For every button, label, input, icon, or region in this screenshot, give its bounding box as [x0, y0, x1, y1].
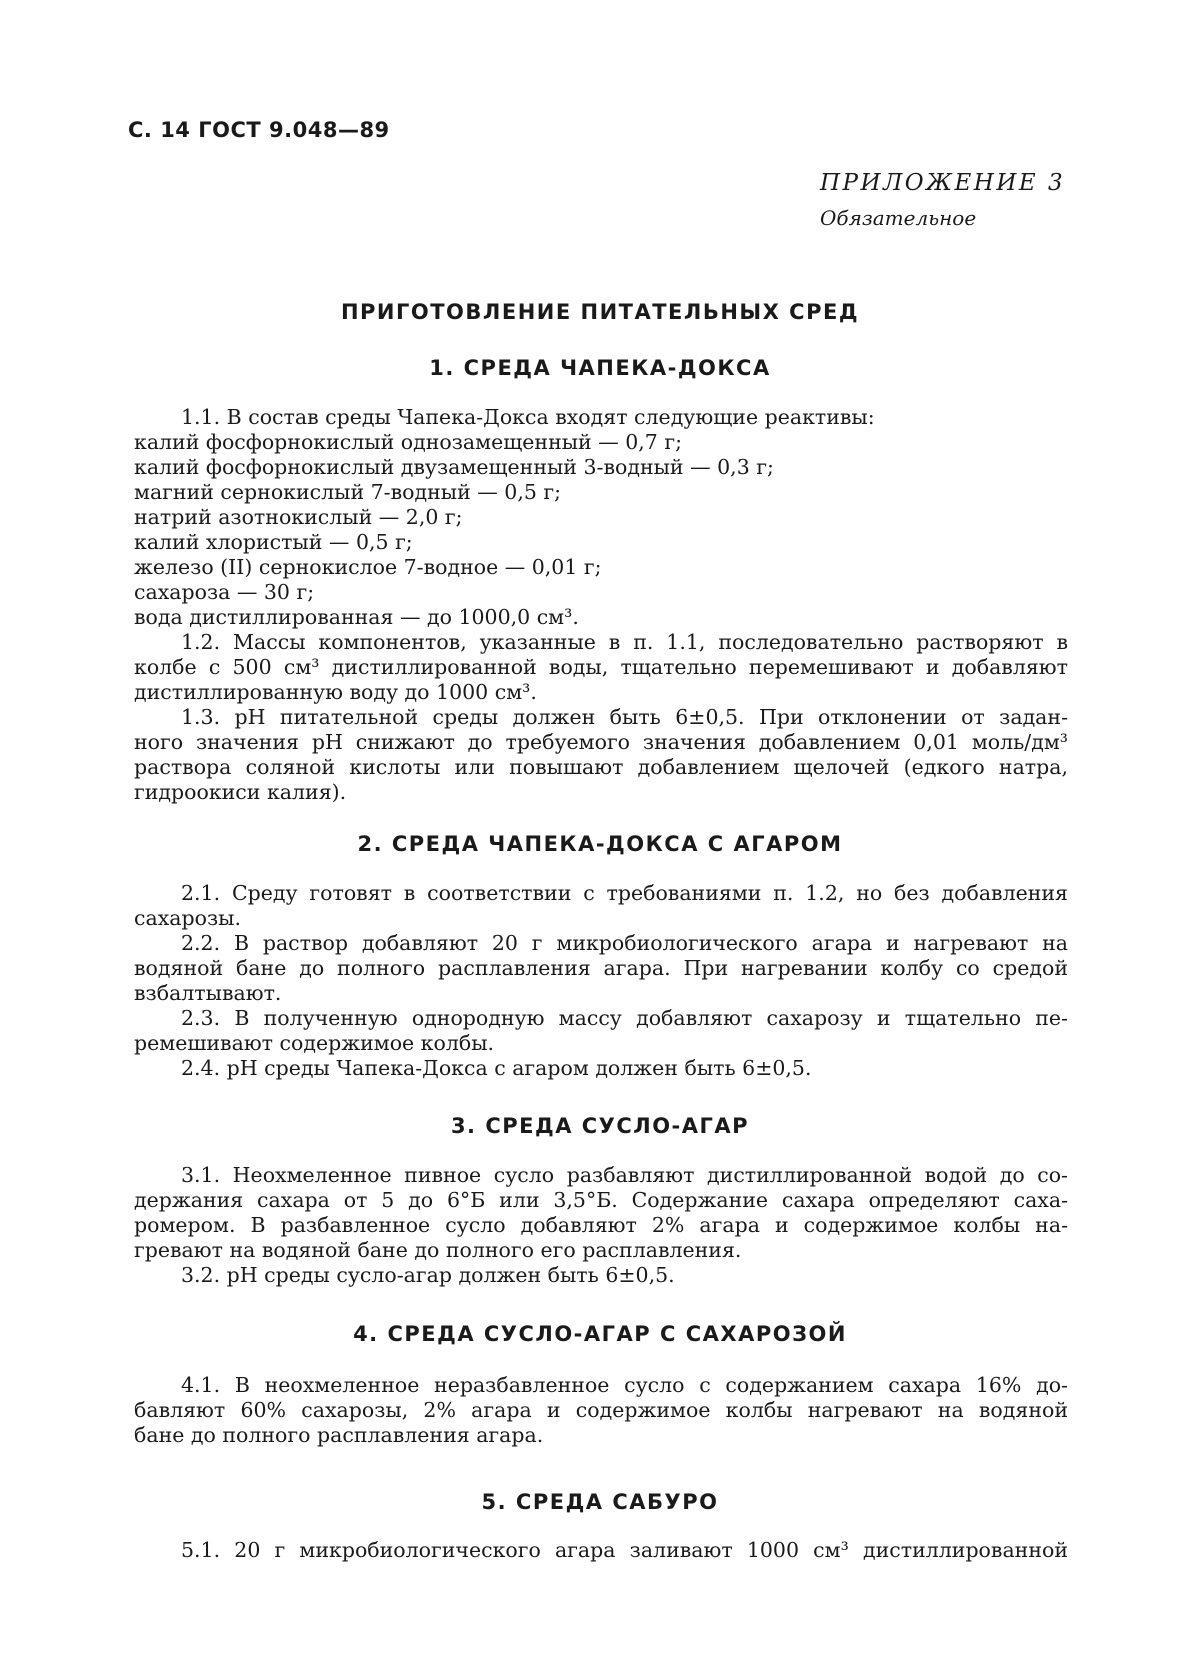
reagent-item: вода дистиллированная — до 1000,0 см³.: [134, 605, 579, 629]
reagent-item: сахароза — 30 г;: [134, 580, 315, 604]
paragraph-line: ремешивают содержимое колбы.: [134, 1031, 495, 1055]
paragraph-line: 1.2. Массы компонентов, указанные в п. 1.1, последовательно растворяют в: [181, 630, 1068, 654]
paragraph-line: взбалтывают.: [134, 981, 282, 1005]
reagent-item: калий фосфорнокислый двузамещенный 3-водный — 0,3 г;: [134, 455, 774, 479]
paragraph-line: ного значения pH снижают до требуемого значения добавлением 0,01 моль/дм³: [134, 730, 1068, 754]
document-title: ПРИГОТОВЛЕНИЕ ПИТАТЕЛЬНЫХ СРЕД: [340, 300, 860, 324]
paragraph-line: 1.1. В состав среды Чапека-Докса входят следующие реактивы:: [181, 405, 875, 429]
paragraph-line: 3.1. Неохмеленное пивное сусло разбавляют дистиллированной водой до со-: [181, 1163, 1068, 1187]
section-5-body: [134, 1538, 1068, 1563]
section-4-body: [134, 1373, 1068, 1448]
section-3-body: [134, 1163, 1068, 1288]
appendix-label: [820, 170, 1065, 230]
reagent-item: калий фосфорнокислый однозамещенный — 0,7 г;: [134, 430, 683, 454]
paragraph-line: 3.2. pH среды сусло-агар должен быть 6±0,5.: [181, 1263, 675, 1287]
paragraph-line: водяной бане до полного расплавления агара. При нагревании колбу со средой: [134, 956, 1068, 980]
section-1-title: 1. СРЕДА ЧАПЕКА-ДОКСА: [429, 356, 771, 380]
reagent-item: магний сернокислый 7-водный — 0,5 г;: [134, 480, 562, 504]
section-2-body: [134, 881, 1068, 1081]
appendix-title: ПРИЛОЖЕНИЕ 3: [820, 170, 1066, 196]
section-1-body: [134, 405, 1068, 805]
section-4-title: 4. СРЕДА СУСЛО-АГАР С САХАРОЗОЙ: [353, 1322, 847, 1346]
paragraph-line: сахарозы.: [134, 906, 241, 930]
appendix-subtitle: Обязательное: [820, 206, 977, 230]
paragraph-line: раствора соляной кислоты или повышают добавлением щелочей (едкого натра,: [134, 755, 1068, 779]
paragraph-line: 2.1. Среду готовят в соответствии с требованиями п. 1.2, но без добавления: [181, 881, 1068, 905]
paragraph-line: 1.3. pH питательной среды должен быть 6±0,5. При отклонении от задан-: [181, 705, 1068, 729]
paragraph-line: бавляют 60% сахарозы, 2% агара и содержимое колбы нагревают на водяной: [134, 1398, 1068, 1422]
paragraph-line: гревают на водяной бане до полного его расплавления.: [134, 1238, 742, 1262]
paragraph-line: гидроокиси калия).: [134, 780, 347, 804]
section-3-title: 3. СРЕДА СУСЛО-АГАР: [450, 1114, 750, 1138]
reagent-item: калий хлористый — 0,5 г;: [134, 530, 413, 554]
paragraph-line: 2.3. В полученную однородную массу добавляют сахарозу и тщательно пе-: [181, 1006, 1068, 1030]
paragraph-line: бане до полного расплавления агара.: [134, 1423, 544, 1447]
page-header: С. 14 ГОСТ 9.048—89: [128, 118, 390, 142]
reagent-item: натрий азотнокислый — 2,0 г;: [134, 505, 463, 529]
paragraph-line: ромером. В разбавленное сусло добавляют 2% агара и содержимое колбы на-: [134, 1213, 1068, 1237]
paragraph-line: 5.1. 20 г микробиологического агара заливают 1000 см³ дистиллированной: [181, 1538, 1068, 1562]
paragraph-line: 2.2. В раствор добавляют 20 г микробиологического агара и нагревают на: [181, 931, 1068, 955]
paragraph-line: колбе с 500 см³ дистиллированной воды, тщательно перемешивают и добавляют: [134, 655, 1068, 679]
reagent-item: железо (II) сернокислое 7-водное — 0,01 г;: [134, 555, 602, 579]
section-2-title: 2. СРЕДА ЧАПЕКА-ДОКСА С АГАРОМ: [357, 832, 843, 856]
paragraph-line: дистиллированную воду до 1000 см³.: [134, 680, 537, 704]
paragraph-line: держания сахара от 5 до 6°Б или 3,5°Б. Содержание сахара определяют саха-: [134, 1188, 1068, 1212]
paragraph-line: 2.4. pH среды Чапека-Докса с агаром должен быть 6±0,5.: [181, 1056, 812, 1080]
section-5-title: 5. СРЕДА САБУРО: [481, 1490, 719, 1514]
paragraph-line: 4.1. В неохмеленное неразбавленное сусло с содержанием сахара 16% до-: [181, 1373, 1068, 1397]
